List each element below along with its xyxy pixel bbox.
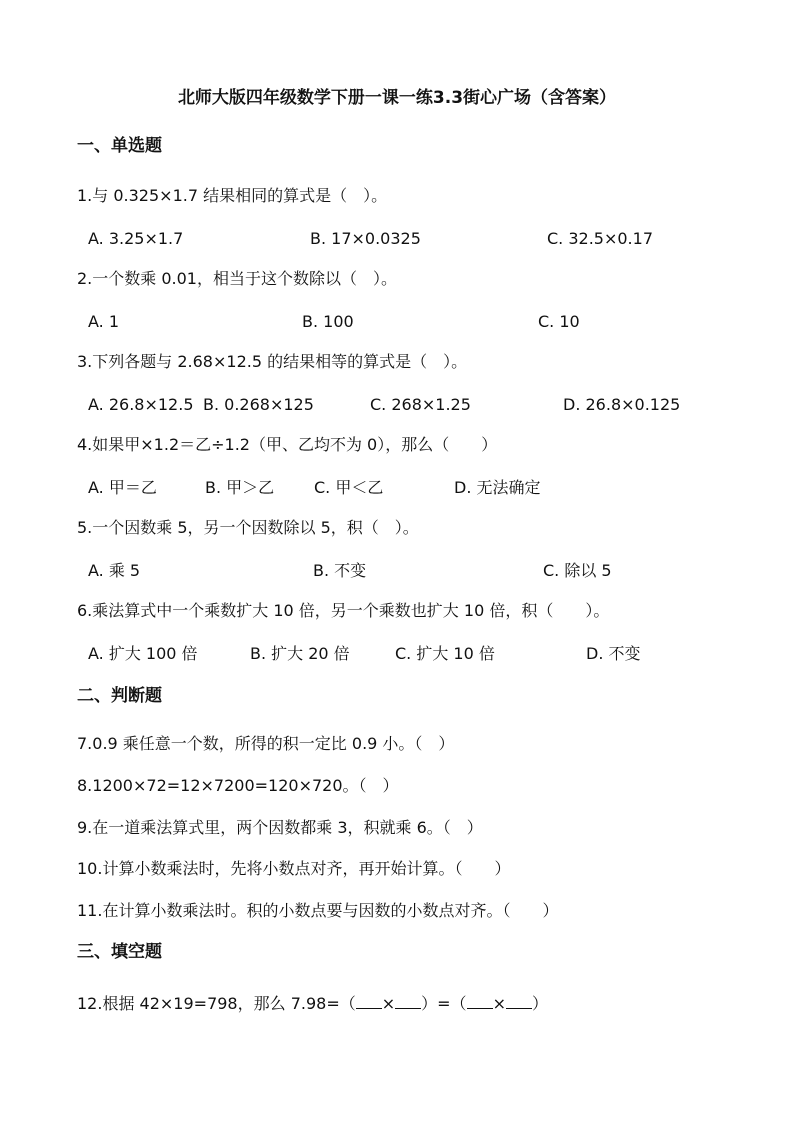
q1-option-b: B. 17×0.0325	[310, 229, 421, 248]
q4-option-d: D. 无法确定	[454, 478, 541, 497]
question-10: 10.计算小数乘法时，先将小数点对齐，再开始计算。（ ）	[77, 859, 511, 878]
question-4: 4.如果甲×1.2＝乙÷1.2（甲、乙均不为 0），那么（ ）	[77, 435, 498, 454]
q4-option-c: C. 甲＜乙	[314, 478, 384, 497]
q5-option-b: B. 不变	[313, 561, 367, 580]
q6-option-a: A. 扩大 100 倍	[88, 644, 198, 663]
q5-option-c: C. 除以 5	[543, 561, 612, 580]
q1-option-a: A. 3.25×1.7	[88, 229, 184, 248]
q2-option-a: A. 1	[88, 312, 120, 331]
page-title: 北师大版四年级数学下册一课一练3.3街心广场（含答案）	[177, 88, 617, 108]
q12-times-2: ×	[492, 994, 506, 1013]
q12-blank-1[interactable]	[356, 992, 382, 1009]
q1-option-c: C. 32.5×0.17	[547, 229, 653, 248]
question-2: 2.一个数乘 0.01，相当于这个数除以（ ）。	[77, 269, 397, 288]
question-7: 7.0.9 乘任意一个数，所得的积一定比 0.9 小。（ ）	[77, 734, 455, 753]
section-heading-single-choice: 一、单选题	[77, 136, 162, 156]
q12-blank-2[interactable]	[395, 992, 421, 1009]
section-heading-fill-in: 三、填空题	[77, 942, 162, 962]
question-12	[77, 992, 548, 1015]
q2-option-b: B. 100	[302, 312, 354, 331]
section-heading-true-false: 二、判断题	[77, 686, 162, 706]
question-11: 11.在计算小数乘法时。积的小数点要与因数的小数点对齐。（ ）	[77, 901, 559, 920]
q6-option-b: B. 扩大 20 倍	[250, 644, 350, 663]
q3-option-b: B. 0.268×125	[203, 395, 314, 414]
q12-suffix: ）	[531, 994, 548, 1013]
q12-blank-3[interactable]	[467, 992, 493, 1009]
q6-option-c: C. 扩大 10 倍	[395, 644, 495, 663]
q12-times-1: ×	[381, 994, 396, 1013]
q6-option-d: D. 不变	[586, 644, 641, 663]
q5-option-a: A. 乘 5	[88, 561, 141, 580]
question-1: 1.与 0.325×1.7 结果相同的算式是（ ）。	[77, 186, 388, 205]
q4-option-a: A. 甲＝乙	[88, 478, 157, 497]
question-9: 9.在一道乘法算式里，两个因数都乘 3，积就乘 6。（ ）	[77, 818, 483, 837]
q3-option-d: D. 26.8×0.125	[563, 395, 681, 414]
question-5: 5.一个因数乘 5，另一个因数除以 5，积（ ）。	[77, 518, 419, 537]
q12-blank-4[interactable]	[506, 992, 532, 1009]
q4-option-b: B. 甲＞乙	[205, 478, 275, 497]
q12-prefix: 12.根据 42×19=798，那么 7.98=（	[77, 994, 356, 1013]
q3-option-a: A. 26.8×12.5	[88, 395, 194, 414]
q12-middle: ）=（	[421, 994, 467, 1013]
q3-option-c: C. 268×1.25	[370, 395, 471, 414]
question-8: 8.1200×72=12×7200=120×720。（ ）	[77, 776, 399, 795]
question-3: 3.下列各题与 2.68×12.5 的结果相等的算式是（ ）。	[77, 352, 468, 371]
q2-option-c: C. 10	[538, 312, 580, 331]
question-6: 6.乘法算式中一个乘数扩大 10 倍，另一个乘数也扩大 10 倍，积（ ）。	[77, 601, 610, 620]
